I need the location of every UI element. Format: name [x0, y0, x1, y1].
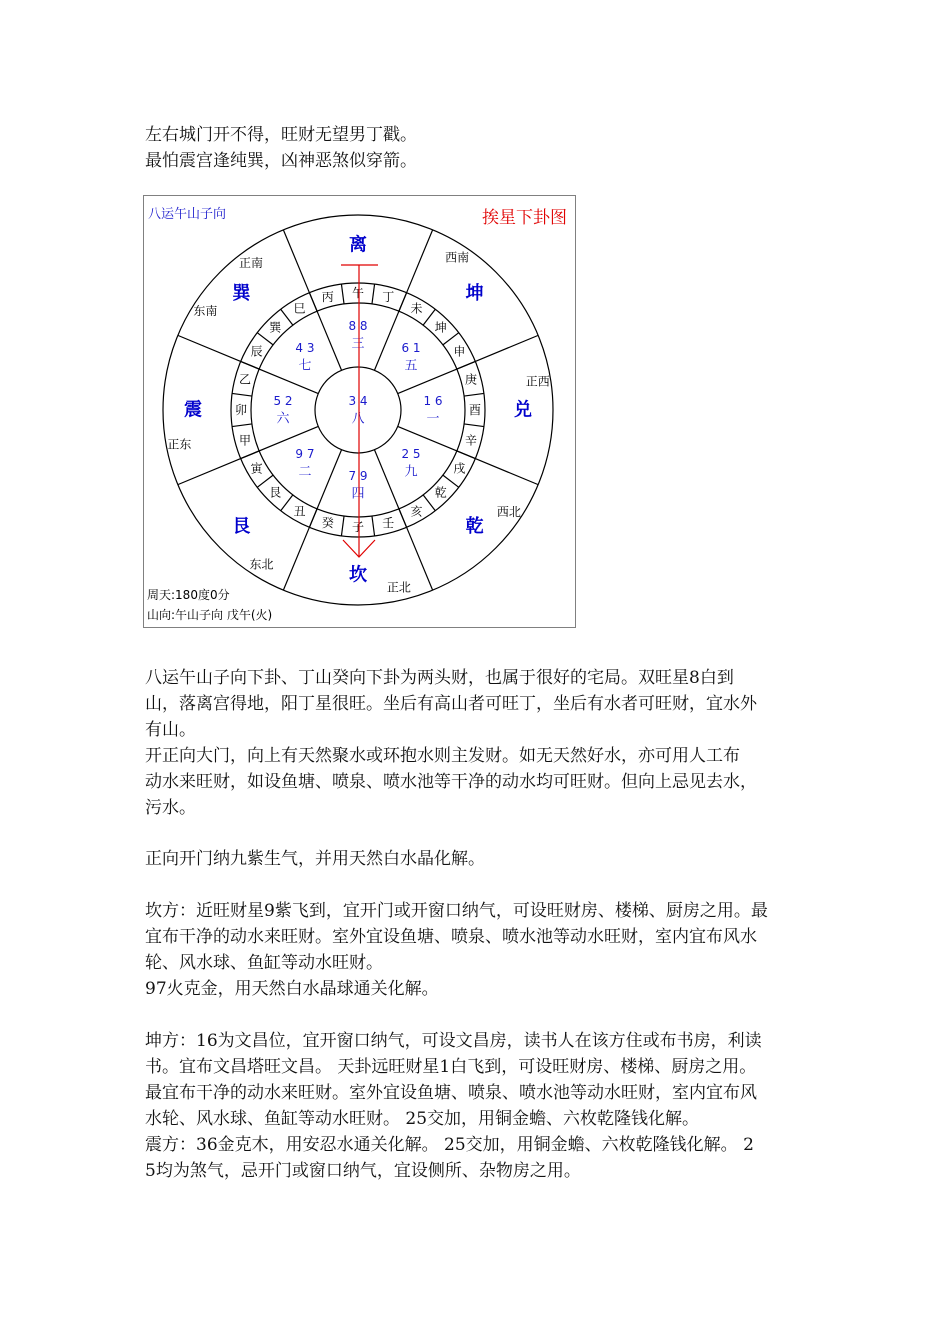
paragraph-3-line-1: 坎方：近旺财星9紫飞到，宜开门或开窗口纳气，可设旺财房、楼梯、厨房之用。最: [145, 901, 768, 921]
direction-southwest: 西南: [445, 250, 470, 265]
palace-northeast-number: 二: [298, 464, 312, 480]
palace-west-stars: 1 6: [423, 394, 443, 408]
mountain-16: 艮: [269, 485, 282, 500]
paragraph-1-line-5: 动水来旺财，如设鱼塘、喷泉、喷水池等干净的动水均可旺财。但向上忌见去水，: [145, 772, 757, 792]
palace-south-number: 三: [351, 336, 365, 352]
paragraph-1-line-2: 山，落离宫得地，阳丁星很旺。坐后有高山者可旺丁，坐后有水者可旺财，宜水外: [145, 694, 757, 714]
palace-north-stars: 7 9: [348, 469, 368, 483]
trigram-northwest: 乾: [465, 516, 484, 538]
mountain-11: 亥: [410, 504, 423, 519]
mountain-13: 子: [351, 520, 365, 534]
mountain-4: 坤: [434, 320, 447, 335]
mountain-20: 乙: [238, 372, 251, 387]
palace-east-number: 六: [276, 411, 290, 427]
diagram-footer-2: 山向:午山子向 戊午(火): [147, 608, 273, 622]
mountain-10: 乾: [434, 485, 447, 500]
mountain-6: 庚: [465, 372, 478, 387]
mountain-23: 巳: [293, 301, 306, 316]
paragraph-1-line-4: 开正向大门，向上有天然聚水或环抱水则主发财。如无天然好水，亦可用人工布: [145, 746, 740, 766]
diagram-title-right: 挨星下卦图: [482, 208, 567, 228]
diagram-footer-1: 周天:180度0分: [147, 588, 230, 602]
palace-southwest-number: 五: [404, 358, 418, 374]
trigram-southeast: 巽: [232, 282, 251, 304]
direction-west: 正西: [525, 374, 550, 389]
paragraph-1-line-6: 污水。: [145, 798, 196, 818]
direction-north: 正北: [386, 580, 411, 595]
palace-northeast-stars: 9 7: [295, 447, 315, 462]
mountain-7: 酉: [468, 403, 482, 417]
palace-north-number: 四: [351, 486, 365, 502]
direction-northwest: 西北: [496, 504, 521, 519]
mountain-9: 戌: [453, 461, 466, 476]
diagram-title-left: 八运午山子向: [148, 207, 227, 222]
palace-northwest-number: 九: [404, 464, 418, 480]
mountain-12: 壬: [382, 516, 395, 531]
direction-south: 正南: [239, 255, 264, 270]
direction-northeast: 东北: [249, 557, 274, 572]
mountain-8: 辛: [465, 433, 478, 448]
trigram-west: 兑: [514, 399, 532, 421]
palace-west-number: 一: [426, 411, 440, 427]
palace-center-stars: 3 4: [348, 394, 368, 408]
paragraph-5-line-2: 5均为煞气，忌开门或窗口纳气，宜设侧所、杂物房之用。: [145, 1161, 581, 1181]
palace-south-stars: 8 8: [348, 319, 368, 333]
mountain-19: 卯: [234, 403, 248, 417]
flying-star-diagram: [143, 195, 576, 628]
mountain-1: 午: [351, 286, 365, 300]
paragraph-1-line-3: 有山。: [145, 720, 196, 740]
palace-northwest-stars: 2 5: [401, 447, 421, 462]
trigram-southwest: 坤: [465, 282, 484, 304]
trigram-south: 离: [349, 234, 367, 256]
trigram-east: 震: [184, 399, 202, 421]
intro-line-1: 左右城门开不得，旺财无望男丁戳。: [145, 125, 417, 145]
paragraph-4-line-4: 水轮、风水球、鱼缸等动水旺财。 25交加，用铜金蟾、六枚乾隆钱化解。: [145, 1109, 700, 1129]
paragraph-5-line-1: 震方：36金克木，用安忍水通关化解。 25交加，用铜金蟾、六枚乾隆钱化解。 2: [145, 1135, 754, 1155]
trigram-northeast: 艮: [232, 516, 251, 538]
direction-southeast: 东南: [193, 303, 218, 318]
mountain-15: 丑: [293, 504, 306, 519]
mountain-5: 申: [453, 344, 466, 359]
paragraph-3-line-4: 97火克金，用天然白水晶球通关化解。: [145, 979, 439, 999]
palace-east-stars: 5 2: [273, 394, 293, 408]
mountain-21: 辰: [250, 344, 263, 359]
mountain-18: 甲: [238, 433, 251, 448]
mountain-3: 未: [410, 301, 423, 316]
mountain-22: 巽: [269, 320, 282, 335]
mountain-17: 寅: [250, 461, 263, 476]
paragraph-3-line-3: 轮、风水球、鱼缸等动水旺财。: [145, 953, 383, 973]
mountain-14: 癸: [321, 516, 334, 531]
palace-southwest-stars: 6 1: [401, 340, 421, 355]
paragraph-4-line-1: 坤方：16为文昌位，宜开窗口纳气，可设文昌房，读书人在该方住或布书房，利读: [145, 1031, 762, 1051]
mountain-2: 丁: [382, 289, 395, 304]
paragraph-3-line-2: 宜布干净的动水来旺财。室外宜设鱼塘、喷泉、喷水池等动水旺财，室内宜布风水: [145, 927, 757, 947]
intro-line-2: 最怕震宫逢纯巽，凶神恶煞似穿箭。: [145, 151, 417, 171]
mountain-0: 丙: [321, 289, 334, 304]
paragraph-4-line-3: 最宜布干净的动水来旺财。室外宜设鱼塘、喷泉、喷水池等动水旺财，室内宜布风: [145, 1083, 757, 1103]
palace-center-number: 八: [351, 411, 365, 427]
direction-east: 正东: [167, 437, 192, 452]
paragraph-1-line-1: 八运午山子向下卦、丁山癸向下卦为两头财，也属于很好的宅局。双旺星8白到: [145, 668, 734, 688]
paragraph-2-line-1: 正向开门纳九紫生气，并用天然白水晶化解。: [145, 849, 485, 869]
palace-southeast-stars: 4 3: [295, 340, 315, 355]
palace-southeast-number: 七: [298, 358, 312, 374]
paragraph-4-line-2: 书。宜布文昌塔旺文昌。 天卦远旺财星1白飞到，可设旺财房、楼梯、厨房之用。: [145, 1057, 757, 1077]
trigram-north: 坎: [349, 564, 367, 586]
